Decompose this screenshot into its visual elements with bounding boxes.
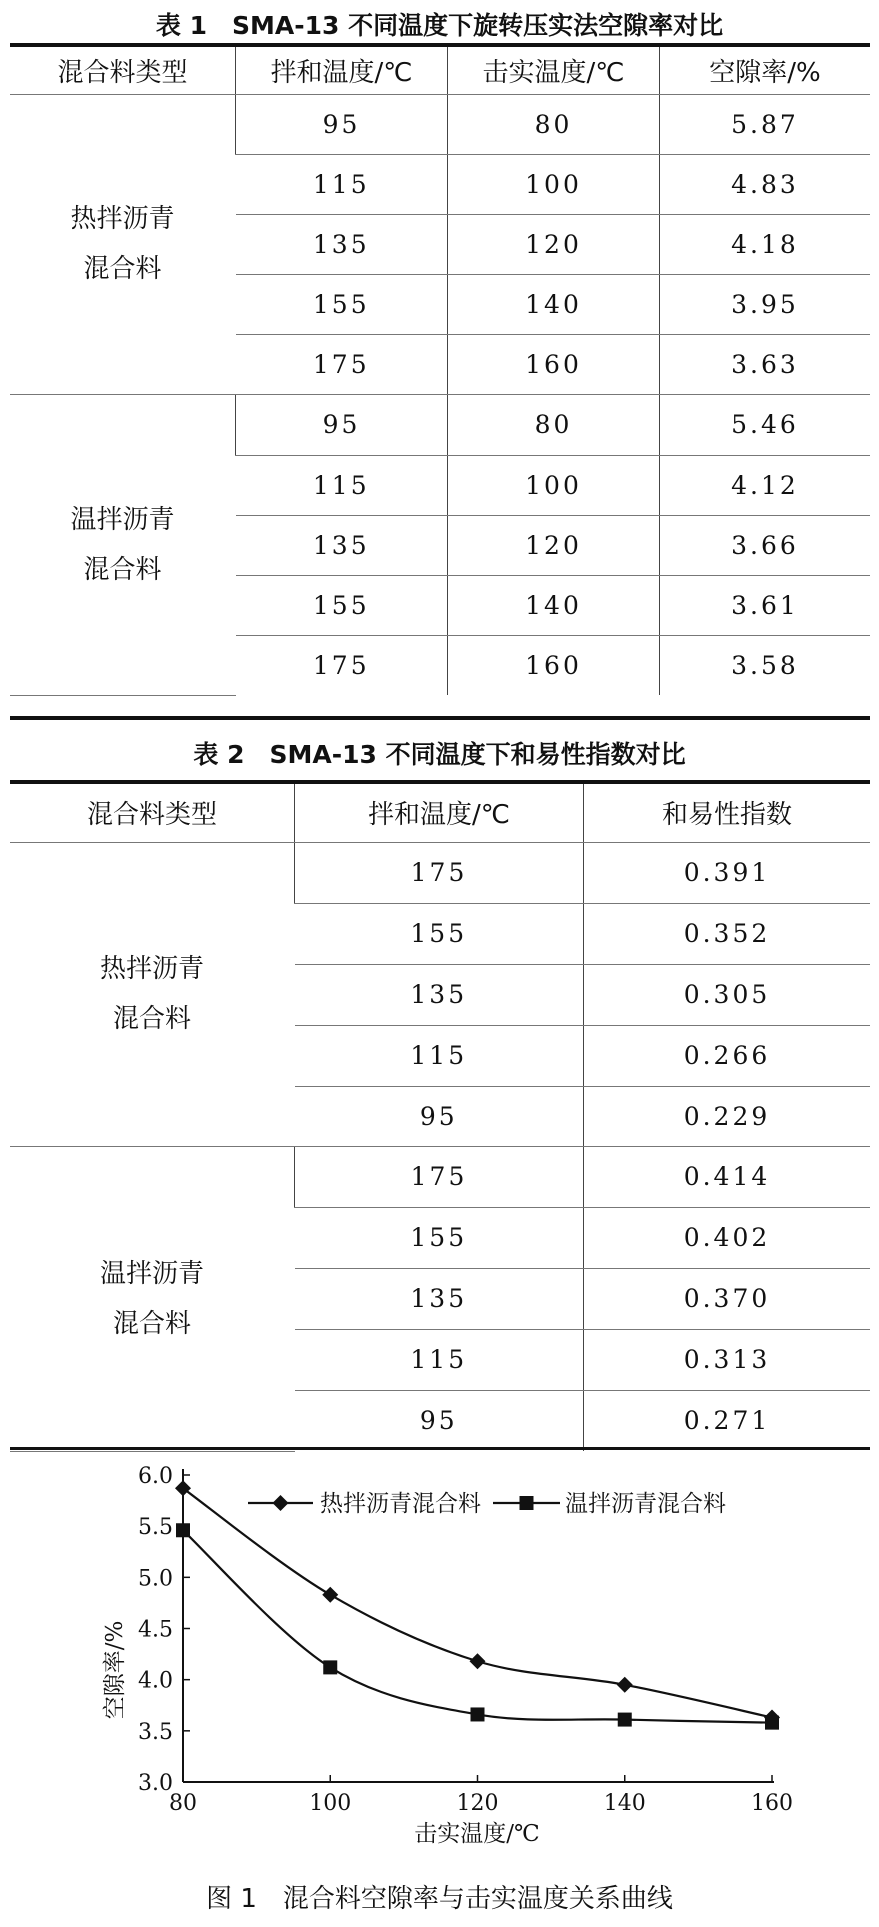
group-label-line: 温拌沥青 (99, 1258, 204, 1289)
group-label-line: 热拌沥青 (70, 204, 175, 234)
x-tick-label: 100 (309, 1791, 352, 1816)
group-label-line: 混合料 (83, 554, 162, 585)
compaction-temp-cell: 160 (448, 635, 660, 695)
table2-header-cell: 拌和温度/℃ (295, 784, 584, 842)
table1 (10, 47, 870, 696)
workability-index-cell: 0.370 (584, 1268, 871, 1329)
void-ratio-cell: 3.95 (660, 274, 871, 334)
compaction-temp-cell: 120 (448, 214, 660, 274)
table2 (10, 784, 870, 1452)
table1-header-cell: 混合料类型 (10, 47, 236, 94)
table1-header-row (10, 47, 870, 94)
compaction-temp-cell: 140 (448, 274, 660, 334)
mix-temp-cell: 155 (236, 575, 448, 635)
mix-temp-cell: 115 (295, 1329, 584, 1390)
y-tick-label: 3.5 (138, 1719, 173, 1745)
void-ratio-chart (0, 1437, 879, 1872)
chart-legend (248, 1491, 726, 1517)
group-label-warm-mix (10, 1146, 295, 1451)
mix-temp-cell: 95 (419, 1406, 458, 1436)
table1-header-cell: 空隙率/% (660, 47, 871, 94)
data-point-warm-mix (323, 1660, 337, 1674)
compaction-temp-cell: 100 (448, 455, 660, 515)
table1-caption: 表 1 SMA-13 不同温度下旋转压实法空隙率对比 (155, 11, 724, 40)
table2-header-cell: 混合料类型 (10, 784, 295, 842)
mix-temp-cell: 175 (295, 842, 584, 903)
mix-temp-cell: 175 (295, 1146, 584, 1207)
compaction-temp-cell: 160 (448, 334, 660, 394)
compaction-temp-cell: 80 (448, 394, 660, 455)
workability-index-cell: 0.313 (584, 1329, 871, 1390)
mix-temp-cell: 95 (236, 94, 448, 154)
workability-index-cell: 0.266 (584, 1025, 871, 1086)
compaction-temp-cell: 120 (448, 515, 660, 575)
figure1-caption: 图 1 混合料空隙率与击实温度关系曲线 (206, 1884, 673, 1914)
mix-temp-cell: 115 (236, 455, 448, 515)
workability-index-cell: 0.402 (584, 1207, 871, 1268)
workability-index-cell: 0.414 (584, 1146, 871, 1207)
mix-temp-cell: 115 (236, 154, 448, 214)
void-ratio-cell: 3.61 (660, 575, 871, 635)
data-point-warm-mix (765, 1716, 779, 1730)
x-axis-label: 击实温度/℃ (414, 1821, 540, 1847)
group-label-hot-mix (10, 842, 295, 1146)
group-label-warm-mix (10, 394, 236, 695)
data-point-hot-mix (470, 1653, 486, 1669)
table1-header-cell: 击实温度/℃ (448, 47, 660, 94)
data-point-warm-mix (471, 1707, 485, 1721)
void-ratio-cell: 4.12 (660, 455, 871, 515)
mix-temp-cell: 155 (295, 903, 584, 964)
workability-index-cell: 0.271 (584, 1390, 871, 1451)
group-label-hot-mix (10, 94, 236, 394)
table-row (10, 1146, 870, 1207)
table2-header-cell: 和易性指数 (584, 784, 871, 842)
void-ratio-cell: 5.46 (660, 394, 871, 455)
data-point-hot-mix (617, 1677, 633, 1693)
workability-index-cell: 0.305 (584, 964, 871, 1025)
x-tick-label: 140 (603, 1791, 646, 1816)
x-tick-label: 160 (751, 1791, 793, 1816)
y-tick-label: 6.0 (138, 1464, 173, 1489)
mix-temp-cell: 95 (236, 394, 448, 455)
table-row (10, 94, 870, 154)
y-axis-label: 空隙率/% (102, 1620, 128, 1720)
compaction-temp-cell: 140 (448, 575, 660, 635)
legend-label: 热拌沥青混合料 (320, 1491, 481, 1517)
group-label-line: 混合料 (112, 1004, 191, 1034)
void-ratio-cell: 5.87 (660, 94, 871, 154)
group-label-line: 温拌沥青 (70, 504, 175, 535)
table2-header-row (10, 784, 870, 842)
y-tick-label: 4.0 (138, 1668, 173, 1694)
legend-marker (273, 1495, 289, 1511)
mix-temp-cell: 155 (236, 274, 448, 334)
mix-temp-cell: 135 (236, 214, 448, 274)
x-tick-label: 80 (169, 1791, 197, 1816)
data-point-warm-mix (618, 1713, 632, 1727)
mix-temp-cell: 155 (295, 1207, 584, 1268)
workability-index-cell: 0.352 (584, 903, 871, 964)
y-tick-label: 5.5 (138, 1515, 173, 1541)
mix-temp-cell: 135 (295, 964, 584, 1025)
x-tick-label: 120 (456, 1791, 499, 1816)
series-line-hot-mix (183, 1488, 772, 1717)
void-ratio-cell: 4.18 (660, 214, 871, 274)
mix-temp-cell: 175 (312, 650, 370, 680)
y-tick-label: 3.0 (138, 1771, 173, 1796)
y-tick-label: 4.5 (138, 1617, 173, 1643)
void-ratio-cell: 3.58 (660, 635, 871, 695)
mix-temp-cell: 135 (236, 515, 448, 575)
legend-label: 温拌沥青混合料 (565, 1491, 726, 1517)
mix-temp-cell: 175 (236, 334, 448, 394)
group-label-line: 热拌沥青 (99, 954, 204, 984)
table2-caption: 表 2 SMA-13 不同温度下和易性指数对比 (193, 740, 686, 769)
group-label-line: 混合料 (83, 254, 162, 284)
data-point-hot-mix (175, 1480, 191, 1496)
table-row (10, 394, 870, 455)
chart-series (175, 1480, 780, 1729)
table1-header-cell: 拌和温度/℃ (236, 47, 448, 94)
data-point-hot-mix (322, 1587, 338, 1603)
compaction-temp-cell: 80 (448, 94, 660, 154)
series-line-warm-mix (183, 1530, 772, 1722)
legend-marker (520, 1496, 534, 1510)
mix-temp-cell: 115 (295, 1025, 584, 1086)
workability-index-cell: 0.391 (584, 842, 871, 903)
data-point-warm-mix (176, 1523, 190, 1537)
void-ratio-cell: 3.63 (660, 334, 871, 394)
table-row (10, 842, 870, 903)
mix-temp-cell: 135 (295, 1268, 584, 1329)
y-tick-label: 5.0 (138, 1566, 173, 1592)
void-ratio-cell: 4.83 (660, 154, 871, 214)
table1-bottom-rule (10, 716, 870, 720)
mix-temp-cell: 95 (295, 1086, 584, 1146)
void-ratio-cell: 3.66 (660, 515, 871, 575)
group-label-line: 混合料 (112, 1308, 191, 1339)
workability-index-cell: 0.229 (584, 1086, 871, 1146)
compaction-temp-cell: 100 (448, 154, 660, 214)
